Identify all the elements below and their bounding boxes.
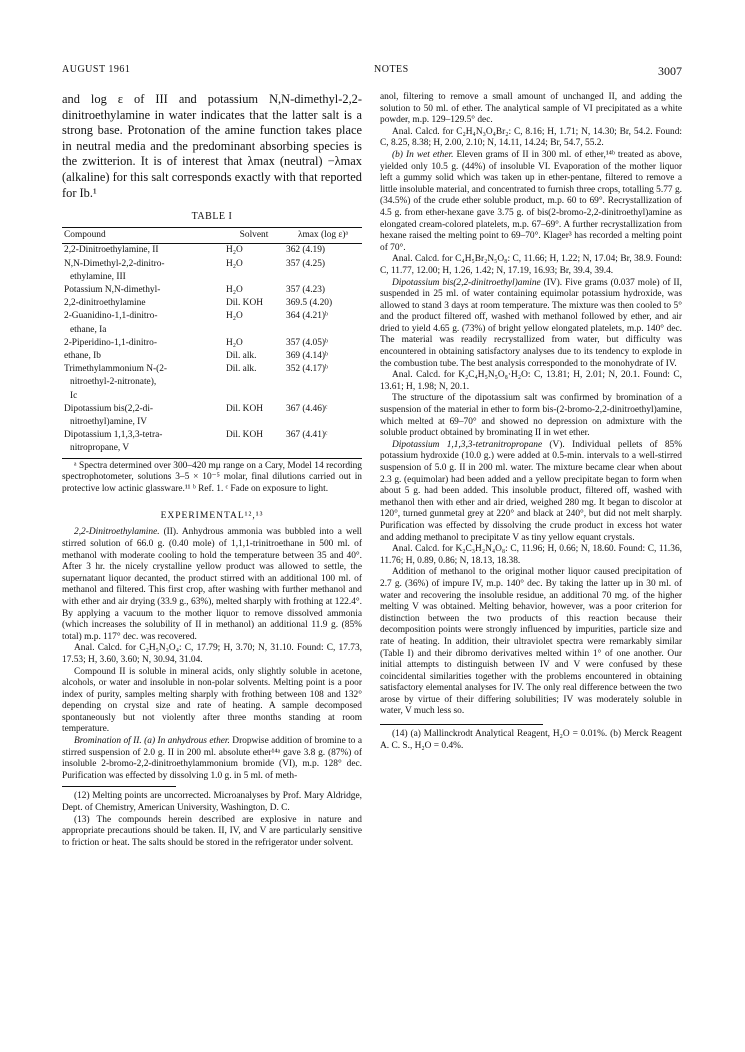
table-cell-compound: N,N-Dimethyl-2,2-dinitro- — [64, 258, 165, 269]
table-row — [62, 284, 362, 297]
table-footnote: ᵃ Spectra determined over 300–420 mμ range on a Cary, Model 14 recording spectrophotometer, solutions 3–5 × 10⁻⁵ molar, final dilutions carried out in protective low actinic glassware.¹¹ ᵇ Ref. 1. ᶜ Fade on exposure to light. — [62, 460, 362, 494]
footnote-14: (14) (a) Mallinckrodt Analytical Reagent, H₂O = 0.01%. (b) Merck Reagent A. C. S., H₂O = 0.4%. — [380, 729, 682, 751]
table-cell-compound: nitropropane, V — [62, 442, 224, 458]
table-row — [62, 337, 362, 350]
table-cell-compound: nitroethyl-2-nitronate), — [70, 377, 157, 388]
table-cell-lambda — [284, 390, 362, 403]
table-cell-solvent: Dil. KOH — [226, 298, 263, 309]
table-cell-solvent — [224, 271, 284, 284]
table-cell-solvent — [224, 390, 284, 403]
table-row — [62, 390, 362, 403]
table-row — [62, 376, 362, 389]
left-column — [62, 92, 362, 849]
table-cell-lambda: 352 (4.17)ᵇ — [286, 364, 328, 375]
table-cell-solvent — [224, 416, 284, 429]
table-cell-solvent: Dil. alk. — [226, 350, 257, 361]
analysis-v: Anal. Calcd. for K₂C₃H₂N₄O₈: C, 11.96; H, 0.66; N, 18.60. Found: C, 11.36, 11.76; H, 0.89, 0.86; N, 18.13, 18.38. — [380, 544, 682, 566]
table-cell-solvent — [224, 324, 284, 337]
table-cell-lambda: 357 (4.05)ᵇ — [286, 337, 328, 348]
paragraph-title: 2,2-Dinitroethylamine. — [74, 527, 160, 538]
table-cell-lambda: 369 (4.14)ᵇ — [286, 350, 328, 361]
page-number: 3007 — [658, 64, 682, 78]
table-cell-lambda — [284, 376, 362, 389]
table-cell-compound: 2-Piperidino-1,1-dinitro- — [64, 337, 157, 348]
table-cell-solvent: H₂O — [226, 245, 243, 256]
table-cell-lambda: 357 (4.25) — [286, 258, 326, 269]
table-cell-solvent: H₂O — [226, 284, 243, 295]
footnote-12: (12) Melting points are uncorrected. Microanalyses by Prof. Mary Aldridge, Dept. of Chemistry, American University, Washington, D. C. — [62, 791, 362, 814]
paragraph-title: Bromination of II. — [74, 736, 142, 747]
intro-paragraph: and log ε of III and potassium N,N-dimethyl-2,2-dinitroethylamine in water indicates that the latter salt is a strong base. Protonation of the amine function takes place in neutral media and the predominant absorbing species is the zwitterion. It is of interest that λmax (neutral) −λmax (alkaline) for this salt corresponds exactly with that reported for Ib.¹ — [62, 92, 362, 200]
analysis-dibromo: Anal. Calcd. for C₄H₅Br₂N₅O₈: C, 11.66; H, 1.22; N, 17.04; Br, 38.9. Found: C, 11.77, 12.00; H, 1.26, 1.42; N, 17.19, 16.93; Br, 39.4, 39.4. — [380, 254, 682, 276]
right-column — [380, 92, 682, 752]
table-cell-compound: ethylamine, III — [70, 271, 126, 282]
table-cell-compound: Trimethylammonium N-(2- — [64, 364, 168, 375]
table-cell-compound: Potassium N,N-dimethyl- — [64, 284, 161, 295]
table-cell-solvent: H₂O — [226, 337, 243, 348]
table-cell-solvent — [224, 442, 284, 458]
table-cell-compound: Ic — [70, 390, 78, 401]
analysis-vi: Anal. Calcd. for C₂H₄N₃O₄Br₂: C, 8.16; H, 1.71; N, 14.30; Br, 54.2. Found: C, 8.25, 8.38; H, 2.00, 2.10; N, 14.11, 14.24; Br, 54.7, 55.2. — [380, 126, 682, 149]
table-row — [62, 310, 362, 323]
analysis-ii: Anal. Calcd. for C₂H₅N₃O₄: C, 17.79; H, 3.70; N, 31.10. Found: C, 17.73, 17.53; H, 3.60, 3.60; N, 30.94, 31.04. — [62, 643, 362, 665]
table-row — [62, 271, 362, 284]
header-section: NOTES — [374, 64, 409, 75]
table-cell-lambda — [284, 324, 362, 337]
table-row — [62, 297, 362, 310]
table-row — [62, 258, 362, 271]
table-cell-compound: 2,2-dinitroethylamine — [64, 298, 146, 309]
table-cell-lambda: 364 (4.21)ᵇ — [286, 311, 328, 322]
header-date: AUGUST 1961 — [62, 64, 131, 75]
paragraph-wet-ether: (b) In wet ether. Eleven grams of II in 300 ml. of ether,¹⁴ᵇ treated as above, yielded only 10.5 g. (44%) of insoluble VI. Evaporation of the mother liquor left a gummy solid which was taken up in ether-pentane, filtered to remove a little insoluble material, and concentrated to furnish three crops, totalling 5.77 g. (34.5%) of the crude ether soluble product, m.p. 60 to 69°. Recrystallization of 4.5 g. from ether-hexane gave 3.75 g. of bis(2-bromo-2,2-dinitroethyl)amine as elongated cream-colored platelets, m.p. 67–69°. A further recrystallization from hexane raised the melting point to 69–70°. Klager³ has recorded a melting point of 70°. — [380, 149, 682, 253]
table-cell-lambda: 367 (4.46)ᶜ — [286, 403, 328, 414]
table-cell-compound: 2,2-Dinitroethylamine, II — [64, 245, 159, 256]
paragraph-structure: The structure of the dipotassium salt was confirmed by bromination of a suspension of the material in ether to form bis-(2-bromo-2,2-dinitroethyl)amine, which melted at 69–70° and showed no depression on admixture with the soluble product obtained by brominating II in wet ether. — [380, 393, 682, 439]
table-cell-lambda: 369.5 (4.20) — [286, 298, 333, 309]
paragraph-compound-iv: Dipotassium bis(2,2-dinitroethyl)amine (IV). Five grams (0.037 mole) of II, suspended in 25 ml. of water containing equimolar potassium hydroxide, was allowed to stand 3 days at room temperature. The mixture was then cooled to 5° and the product filtered off, washed with methanol followed by ether, and air dried to yield 4.65 g. (73%) of bright yellow elongated platelets, m.p. 140° dec. The material was readily recrystallized from water, but difficulty was encountered in obtaining satisfactory analyses due to its tendency to explode in the combustion tube. The best analysis corresponded to the monohydrate of IV. — [380, 277, 682, 369]
paragraph-solubility: Compound II is soluble in mineral acids, only slightly soluble in acetone, alcohols, or water and insoluble in non-polar solvents. Melting point is a poor index of purity, samples melting sharply with frothing between 108 and 132° depending on crystal size and rate of heating. A sample decomposed spontaneously but not violently after three months standing at room temperature. — [62, 666, 362, 735]
table-cell-lambda: 357 (4.23) — [286, 284, 326, 295]
table-cell-lambda — [284, 271, 362, 284]
table-cell-solvent: Dil. KOH — [226, 430, 263, 441]
table-cell-solvent: Dil. alk. — [226, 364, 257, 375]
table-header-solvent: Solvent — [224, 230, 284, 244]
table-cell-compound: nitroethyl)amine, IV — [70, 417, 148, 427]
footnote-divider — [62, 786, 176, 787]
table-cell-lambda: 362 (4.19) — [286, 245, 326, 256]
analysis-iv: Anal. Calcd. for K₂C₄H₅N₅O₈·H₂O: C, 13.81; H, 2.01; N, 20.1. Found: C, 13.61; H, 1.98; N, 20.1. — [380, 370, 682, 392]
table-row — [62, 244, 362, 258]
paragraph-dinitroethylamine: 2,2-Dinitroethylamine. (II). Anhydrous ammonia was bubbled into a well stirred solution of 66.0 g. (0.40 mole) of 1,1,1-trinitroethane in 500 ml. of methanol with moderate cooling to hold the temperature between 35 and 40°. After 3 hr. the nicely crystalline yellow product was allowed to settle, the supernatant liquor decanted, the product stirred with an additional 100 ml. of methanol and filtered. This first crop, after washing with further methanol and with ether and air drying (33.9 g., 63%), melted sharply with frothing at 122.4°. By applying a vacuum to the mother liquor to remove dissolved ammonia (which increases the solubility of II in methanol) an additional 11.9 g. (85% total) m.p. 117° dec. was recovered. — [62, 527, 362, 642]
running-header — [62, 64, 682, 80]
table-header-compound: Compound — [62, 230, 224, 244]
table-cell-compound: Dipotassium bis(2,2-di- — [64, 403, 154, 414]
table-row — [62, 324, 362, 337]
table-header-lambda: λmax (log ε)ᵃ — [284, 230, 362, 244]
table-cell-compound: 2-Guanidino-1,1-dinitro- — [64, 311, 158, 322]
paragraph-compound-v: Dipotassium 1,1,3,3-tetranitropropane (V). Individual pellets of 85% potassium hydroxide (10.0 g.) were added at 0.5-min. intervals to a well-stirred suspension of 5.0 g. II in 200 ml. water. The mixture became clear when about 2.3 g. (equimolar) had been added and a yellow precipitate began to form when about 5 g. had been added. This insoluble product, filtered off, washed with methanol then with ether and air dried, weighed 280 mg. It began to discolor at 120°, turned gunmetal grey at 220° and black at 240°, but did not melt sharply. Purification was effected by dissolving the crude product in excess hot water and adding methanol to precipitate V as tiny yellow equant crystals. — [380, 439, 683, 543]
table-title: TABLE I — [191, 211, 233, 223]
section-heading-experimental: EXPERIMENTAL¹²,¹³ — [160, 511, 264, 522]
paragraph-title: Dipotassium 1,1,3,3-tetranitropropane — [392, 439, 543, 450]
paragraph-methanol: Addition of methanol to the original mother liquor caused precipitation of 2.7 g. (36%) of impure IV, m.p. 140° dec. By taking the latter up in 30 ml. of water and recovering the insoluble residue, an additional 70 mg. of the higher melting V was obtained. Melting behavior, however, was a poor criterion for distinction between the two products of this reaction because their decomposition points were strongly influenced by impurities, particle size and rate of heating. In addition, their ultraviolet spectra were remarkably similar (Table I) and their dibromo derivatives melted within 1° of one another. Our initial attempts to distinguish between IV and V were confused by these coincidental similarities together with the problems encountered in obtaining satisfactory elemental analyses for IV. The only real difference between the two arose by virtue of their differing solubilities; IV was moderately soluble in water, V much less so. — [380, 567, 682, 717]
table-cell-solvent — [224, 376, 284, 389]
table-cell-lambda — [284, 416, 362, 429]
table-cell-compound: Dipotassium 1,1,3,3-tetra- — [64, 430, 163, 441]
table-row — [62, 416, 362, 429]
table-cell-lambda — [284, 442, 362, 458]
footnote-divider — [380, 724, 543, 725]
paragraph-bromination: Bromination of II. (a) In anhydrous ether. Dropwise addition of bromine to a stirred suspension of 2.0 g. II in 200 ml. absolute ether¹⁴ᵃ gave 3.8 g. (87%) of insoluble 2-bromo-2,2-dinitroethylammonium bromide (VI), m.p. 128° dec. Purification was effected by dissolving 1.0 g. in 5 ml. of meth- — [62, 736, 362, 781]
table-cell-solvent: H₂O — [226, 258, 243, 269]
table-cell-lambda: 367 (4.41)ᶜ — [286, 430, 328, 441]
table-row — [62, 442, 362, 458]
paragraph-title: (b) In wet ether. — [392, 149, 454, 160]
footnote-13: (13) The compounds herein described are explosive in nature and appropriate precautions should be taken. II, IV, and V are particularly sensitive to friction or heat. The salts should be stored in the refrigerator under solvent. — [62, 814, 362, 848]
table-row — [62, 350, 362, 363]
uv-spectra-table — [62, 227, 362, 458]
table-row — [62, 403, 362, 416]
table-cell-compound: ethane, Ia — [70, 324, 107, 335]
table-cell-compound: ethane, Ib — [64, 350, 101, 361]
paragraph-title: Dipotassium bis(2,2-dinitroethyl)amine — [392, 277, 541, 288]
table-row — [62, 363, 362, 376]
table-row — [62, 429, 362, 442]
table-cell-solvent: Dil. KOH — [226, 403, 263, 414]
table-cell-solvent: H₂O — [226, 311, 243, 322]
paragraph-continued: anol, filtering to remove a small amount of unchanged II, and adding the solution to 50 ml. of ether. The analytical sample of VI precipitated as a white powder, m.p. 129–129.5° dec. — [380, 92, 682, 126]
